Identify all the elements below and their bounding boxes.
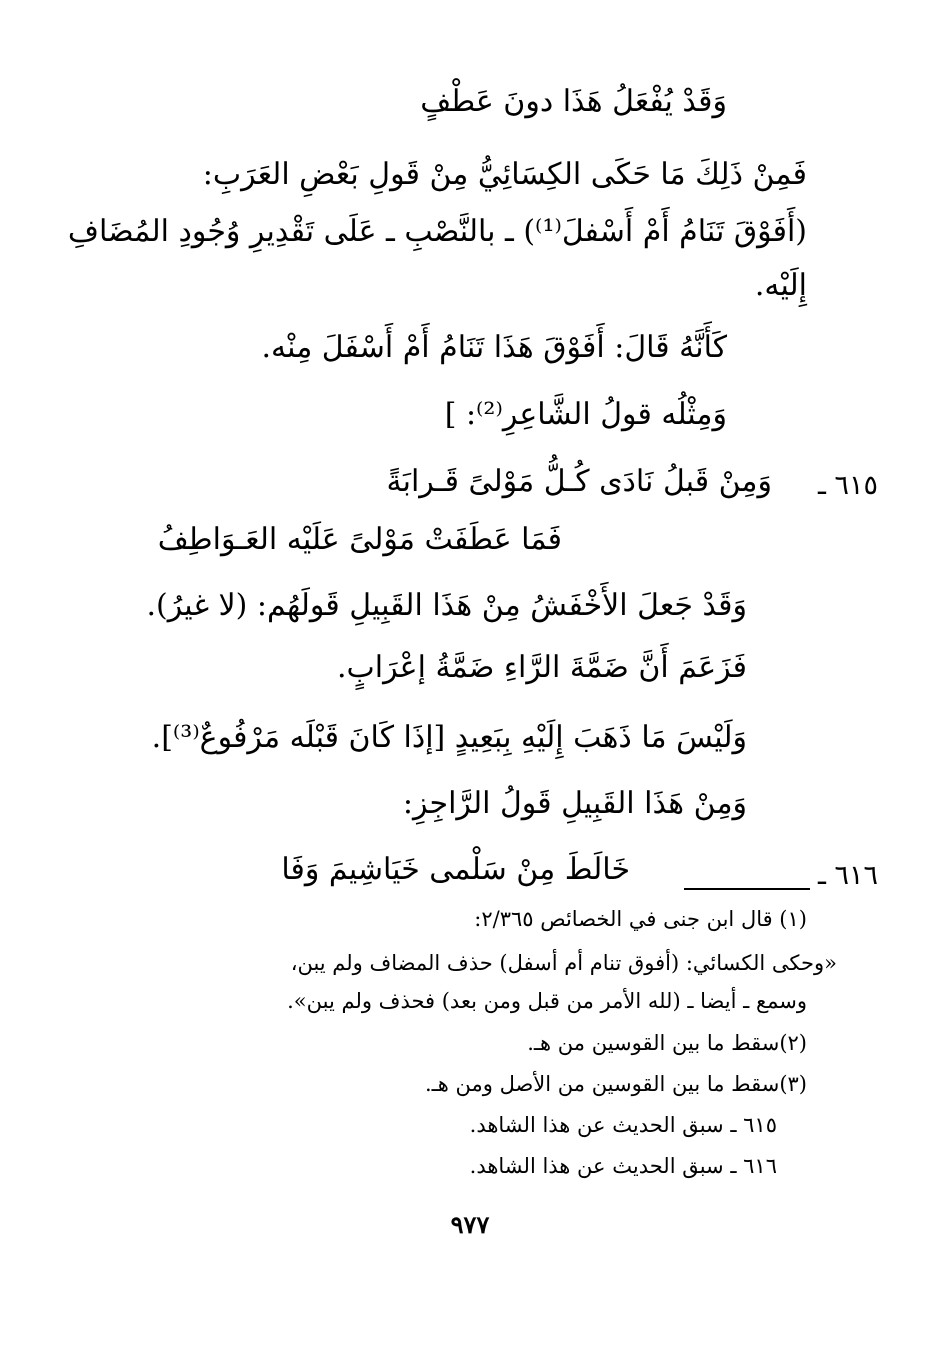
text-line-11: وَلَيْسَ مَا ذَهَبَ إِلَيْهِ بِبَعِيدٍ [إذَا كَانَ قَبْلَه مَرْفُوعٌ⁽³⁾]. [151, 720, 747, 755]
text-line-5: كَأَنَّهُ قَالَ: أَفَوْقَ هَذَا تَنَامُ أَمْ أَسْفَلَ مِنْه. [261, 330, 727, 365]
footnote-1: (١) قال ابن جنى في الخصائص ٢/٣٦٥: [474, 907, 807, 931]
footnote-1-quote-line-2: وسمع ـ أيضا ـ (لله الأمر من قبل ومن بعد) فحذف ولم يبن». [287, 989, 807, 1013]
footnote-3: (٣)سقط ما بين القوسين من الأصل ومن هـ. [424, 1072, 807, 1096]
text-line-4: إِلَيْه. [754, 268, 807, 303]
text-line-6: وَمِثْلُه قولُ الشَّاعِرِ⁽²⁾: ] [444, 397, 727, 432]
verse-number-615: ٦١٥ ـ [817, 470, 878, 501]
page-number: ٩٧٧ [450, 1210, 490, 1239]
text-line-10: فَزَعَمَ أَنَّ ضَمَّةَ الرَّاءِ ضَمَّةُ إعْرَابٍ. [337, 650, 747, 685]
text-line-3: (أَفَوْقَ تَنَامُ أَمْ أَسْفلَ⁽¹⁾) ـ بالنَّصْبِ ـ عَلَى تَقْدِيرِ وُجُودِ المُضَافِ [67, 214, 807, 249]
verse-number-616: ٦١٦ ـ [817, 860, 878, 891]
verse-615-first-hemistich: وَمِنْ قَبلُ نَادَى كُـلُّ مَوْلىً قَـرابَةً [386, 464, 772, 499]
text-line-1: وَقَدْ يُفْعَلُ هَذَا دونَ عَطْفٍ [420, 84, 727, 119]
text-line-9: وَقَدْ جَعلَ الأَخْفَشُ مِنْ هَذَا القَبِيلِ قَولَهُم: (لا غيرُ). [146, 588, 747, 623]
footnote-verse-615: ٦١٥ ـ سبق الحديث عن هذا الشاهد. [469, 1113, 777, 1137]
footnote-1-quote-line-1: «وحكى الكسائي: (أفوق تنام أم أسفل) حذف المضاف ولم يبن، [290, 951, 837, 975]
text-line-12: وَمِنْ هَذَا القَبِيلِ قَولُ الرَّاجِزِ: [402, 786, 747, 821]
verse-616-hemistich: خَالَطَ مِنْ سَلْمى خَيَاشِيمَ وَفَا [281, 852, 630, 887]
footnote-verse-616: ٦١٦ ـ سبق الحديث عن هذا الشاهد. [469, 1154, 777, 1178]
text-line-2: فَمِنْ ذَلِكَ مَا حَكَى الكِسَائِيُّ مِنْ قَولِ بَعْضِ العَرَبِ: [202, 157, 807, 192]
verse-615-second-hemistich: فَمَا عَطَفَتْ مَوْلىً عَلَيْه العَـوَاطِفُ [157, 522, 562, 557]
footnote-2: (٢)سقط ما بين القوسين من هـ. [527, 1031, 807, 1055]
verse-blank-line [684, 888, 810, 890]
